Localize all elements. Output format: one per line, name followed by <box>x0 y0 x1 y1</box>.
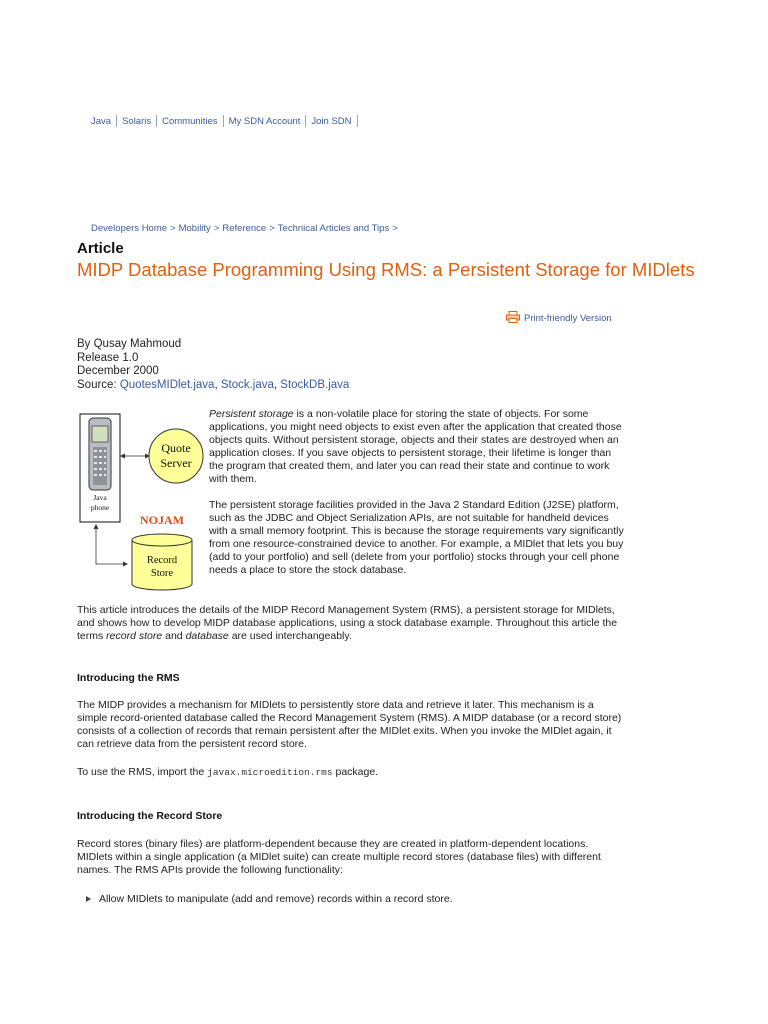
print-friendly-label: Print-friendly Version <box>524 313 612 324</box>
paragraph-rms-overview: The MIDP provides a mechanism for MIDlets to persistently store data and retrieve it later. This mechanism is a simple record-oriented database called the Record Management System (RMS). A MIDP database (or a record store) consists of a collection of records that remain persistent after the MIDlet exits. When you invoke the MIDlet again, it can retrieve data from the persistent record store. <box>77 699 622 750</box>
record-store-line2: Store <box>150 568 174 579</box>
nav-divider <box>116 115 117 127</box>
paragraph-record-stores: Record stores (binary files) are platform-dependent because they are created in platform-dependent locations. MIDlets within a single application (a MIDlet suite) can create multiple record stores (database files) with different names. The RMS APIs provide the following functionality: <box>77 838 601 876</box>
page-title: MIDP Database Programming Using RMS: a Persistent Storage for MIDlets <box>77 259 695 280</box>
heading-introducing-rms: Introducing the RMS <box>77 672 180 684</box>
nav-link-java[interactable]: Java <box>91 115 112 127</box>
bullet-arrow-icon <box>86 896 91 902</box>
article-kicker: Article <box>77 240 124 257</box>
release: Release 1.0 <box>77 351 139 364</box>
source-link-stockdb[interactable]: StockDB.java <box>280 378 350 391</box>
nav-divider <box>357 115 358 127</box>
phone-label-line1: Java <box>93 493 107 502</box>
quote-server-node <box>149 429 203 483</box>
emphasis-persistent-storage: Persistent storage <box>209 408 294 420</box>
phone-label-line2: phone <box>90 503 110 512</box>
nav-divider <box>156 115 157 127</box>
arrow-phone-store <box>94 524 129 567</box>
date: December 2000 <box>77 365 159 377</box>
paragraph-text: and <box>162 629 186 642</box>
paragraph-text: To use the RMS, import the <box>77 766 208 778</box>
sources: Source: QuotesMIDlet.java, Stock.java, StockDB.java <box>77 378 350 391</box>
breadcrumb-separator: > <box>269 223 275 234</box>
list-item-text: Allow MIDlets to manipulate (add and remove) records within a record store. <box>99 893 453 905</box>
breadcrumb-separator: > <box>170 223 176 234</box>
source-link-quotesmidlet[interactable]: QuotesMIDlet.java <box>119 378 215 391</box>
emphasis-database: database <box>185 629 229 642</box>
paragraph-j2se-storage: The persistent storage facilities provided in the Java 2 Standard Edition (J2SE) platform, such as the JDBC and Object Serialization APIs, are not suitable for handheld devices with a small memory footprint. This is because the storage requirements vary significantly from one resource-constrained device to another. For example, a MIDlet that lets you buy (add to your portfolio) and sell (delete from your portfolio) stocks through your cell phone needs a place to store the stock database. <box>209 499 624 576</box>
author: By Qusay Mahmoud <box>77 338 182 350</box>
nav-divider <box>305 115 306 127</box>
article-meta <box>77 338 349 392</box>
java-phone-box <box>80 414 120 522</box>
nav-divider <box>223 115 224 127</box>
list-item <box>86 893 453 905</box>
nav-link-my-sdn-account[interactable]: My SDN Account <box>228 115 301 127</box>
breadcrumb-developers-home[interactable]: Developers Home <box>91 223 168 234</box>
record-store-line1: Record <box>146 555 178 566</box>
paragraph-text: are used interchangeably. <box>228 629 352 642</box>
quote-server-line2: Server <box>160 456 192 470</box>
nav-link-communities[interactable]: Communities <box>162 115 218 127</box>
nojam-label: NOJAM <box>140 513 184 527</box>
breadcrumb-technical-articles[interactable]: Technical Articles and Tips <box>277 223 390 234</box>
heading-introducing-record-store: Introducing the Record Store <box>77 810 223 822</box>
breadcrumb-reference[interactable]: Reference <box>222 223 267 234</box>
nav-link-solaris[interactable]: Solaris <box>122 115 152 127</box>
paragraph-import-rms <box>77 766 625 780</box>
paragraph-text: package. <box>332 766 379 778</box>
paragraph-article-intro <box>77 604 625 643</box>
breadcrumb <box>91 223 401 234</box>
paragraph-text: This article introduces the details of the MIDP Record Management System (RMS), a persistent storage for MIDlets, and shows how to develop MIDP database applications, using a stock database example. Throughout this article the terms <box>77 604 618 642</box>
code-package-name: javax.microedition.rms <box>207 767 333 778</box>
emphasis-record-store: record store <box>106 629 163 642</box>
source-label: Source: <box>77 378 117 391</box>
record-store-node <box>132 534 192 590</box>
breadcrumb-separator: > <box>392 223 398 234</box>
arrow-phone-server <box>120 454 150 459</box>
paragraph-persistent-storage <box>209 408 624 485</box>
rms-diagram <box>70 404 208 600</box>
breadcrumb-separator: > <box>213 223 220 234</box>
quote-server-line1: Quote <box>161 441 191 455</box>
printer-icon <box>506 311 520 326</box>
phone-icon <box>89 418 111 490</box>
top-nav <box>91 115 363 127</box>
nav-link-join-sdn[interactable]: Join SDN <box>311 115 352 127</box>
breadcrumb-mobility[interactable]: Mobility <box>178 223 211 234</box>
source-link-stock[interactable]: Stock.java <box>220 378 274 391</box>
paragraph-text: is a non-volatile place for storing the state of objects. For some applications, you might need objects to exist even after the application that created those objects quits. Without persistent storage, objects and their states are destroyed when an application closes. If you save objects to persistent storage, their lifetime is longer than the program that created them, and later you can read their state and continue to work with them. <box>209 408 622 485</box>
print-friendly-link[interactable] <box>506 311 612 326</box>
